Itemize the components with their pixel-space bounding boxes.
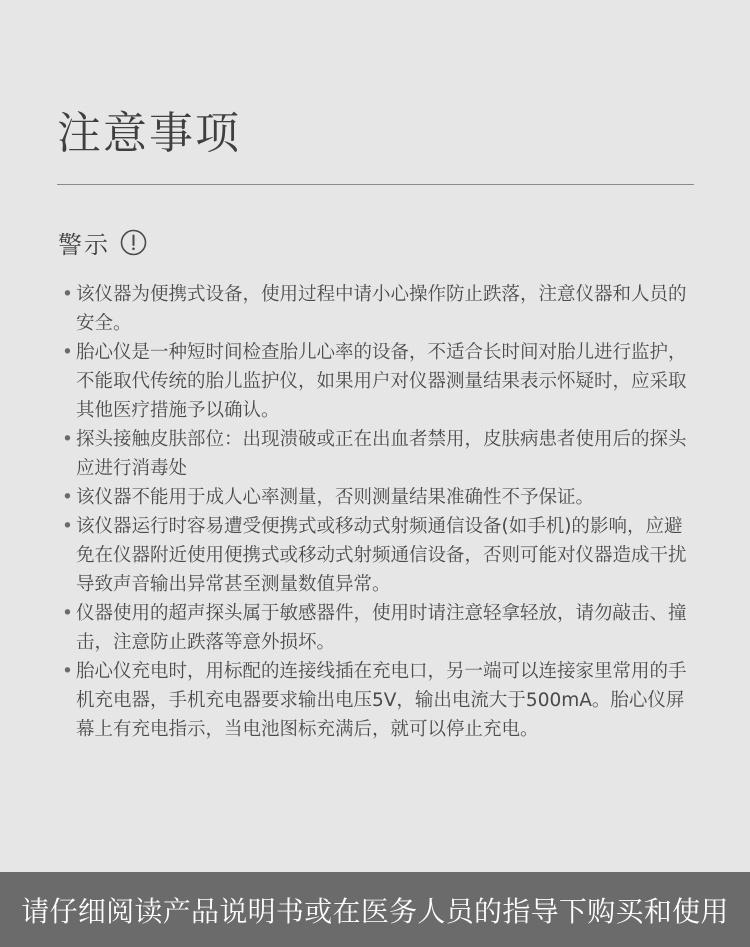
bullet-marker: •	[62, 487, 73, 508]
list-item	[62, 599, 698, 657]
list-item	[62, 425, 698, 483]
note-text: 仪器使用的超声探头属于敏感器件，使用时请注意轻拿轻放，请勿敲击、撞击，注意防止跌落等意外损坏。	[76, 603, 687, 653]
note-text: 该仪器运行时容易遭受便携式或移动式射频通信设备(如手机)的影响，应避免在仪器附近使用便携式或移动式射频通信设备，否则可能对仪器造成干扰导致声音输出异常甚至测量数值异常。	[76, 516, 687, 595]
note-text: 探头接触皮肤部位：出现溃破或正在出血者禁用，皮肤病患者使用后的探头应进行消毒处	[76, 429, 687, 479]
list-item	[62, 657, 698, 744]
bullet-marker: •	[62, 284, 73, 305]
note-text: 该仪器不能用于成人心率测量，否则测量结果准确性不予保证。	[76, 487, 595, 508]
note-text: 该仪器为便携式设备，使用过程中请小心操作防止跌落，注意仪器和人员的安全。	[76, 284, 687, 334]
bullet-marker: •	[62, 603, 73, 624]
notes-list	[62, 280, 698, 744]
title-divider	[57, 184, 694, 185]
footer-text: 请仔细阅读产品说明书或在医务人员的指导下购买和使用	[21, 894, 729, 928]
bullet-marker: •	[62, 342, 73, 363]
bullet-marker: •	[62, 661, 73, 682]
warning-label: 警示	[58, 230, 110, 259]
list-item	[62, 280, 698, 338]
list-item	[62, 338, 698, 425]
exclamation-circle-icon	[120, 229, 147, 256]
footer-banner	[0, 872, 750, 947]
note-text: 胎心仪是一种短时间检查胎儿心率的设备，不适合长时间对胎儿进行监护，不能取代传统的胎儿监护仪，如果用户对仪器测量结果表示怀疑时，应采取其他医疗措施予以确认。	[76, 342, 687, 421]
page-title: 注意事项	[57, 108, 241, 159]
bullet-marker: •	[62, 429, 73, 450]
note-text: 胎心仪充电时，用标配的连接线插在充电口，另一端可以连接家里常用的手机充电器，手机充电器要求输出电压5V，输出电流大于500mA。胎心仪屏幕上有充电指示，当电池图标充满后，就可以停止充电。	[76, 661, 687, 740]
list-item	[62, 512, 698, 599]
warning-heading	[58, 224, 147, 260]
list-item	[62, 483, 698, 512]
bullet-marker: •	[62, 516, 73, 537]
